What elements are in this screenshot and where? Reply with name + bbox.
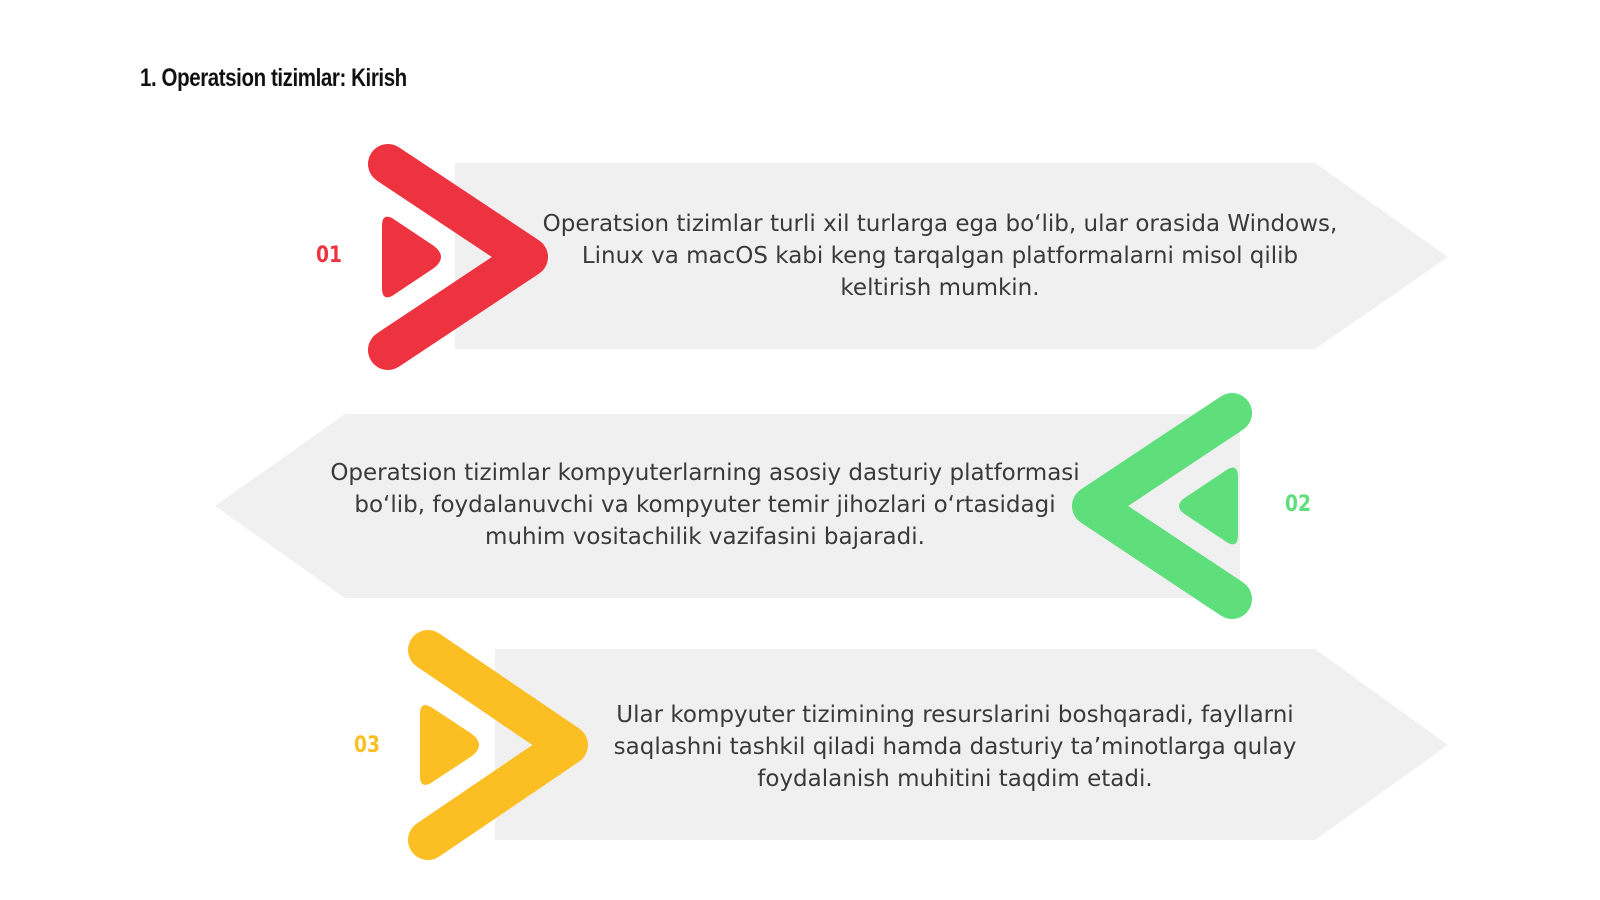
item-3-number: 03 xyxy=(354,733,381,758)
item-1-line: Linux va macOS kabi keng tarqalgan platformalarni misol qilib xyxy=(581,243,1299,269)
item-3-play-icon xyxy=(420,705,479,785)
item-2-line: muhim vositachilik vazifasini bajaradi. xyxy=(485,524,925,550)
item-1-line: keltirish mumkin. xyxy=(840,275,1040,301)
item-2-line: Operatsion tizimlar kompyuterlarning asosiy dasturiy platformasi xyxy=(330,460,1080,486)
item-3-text xyxy=(560,699,1350,795)
item-1-text xyxy=(520,208,1360,304)
item-3-line: Ular kompyuter tizimining resurslarini boshqaradi, fayllarni xyxy=(616,702,1294,728)
item-3-line: saqlashni tashkil qiladi hamda dasturiy ta’minotlarga qulay xyxy=(613,734,1297,760)
item-2-text xyxy=(300,457,1110,553)
item-3-line: foydalanish muhitini taqdim etadi. xyxy=(757,766,1153,792)
item-2-line: bo‘lib, foydalanuvchi va kompyuter temir jihozlari o‘rtasidagi xyxy=(354,492,1056,518)
item-2-number: 02 xyxy=(1285,492,1312,517)
slide-title: 1. Operatsion tizimlar: Kirish xyxy=(140,64,407,92)
item-1-play-icon xyxy=(382,217,441,298)
item-1-line: Operatsion tizimlar turli xil turlarga ega bo‘lib, ular orasida Windows, xyxy=(542,211,1338,237)
item-1-number: 01 xyxy=(316,243,343,268)
